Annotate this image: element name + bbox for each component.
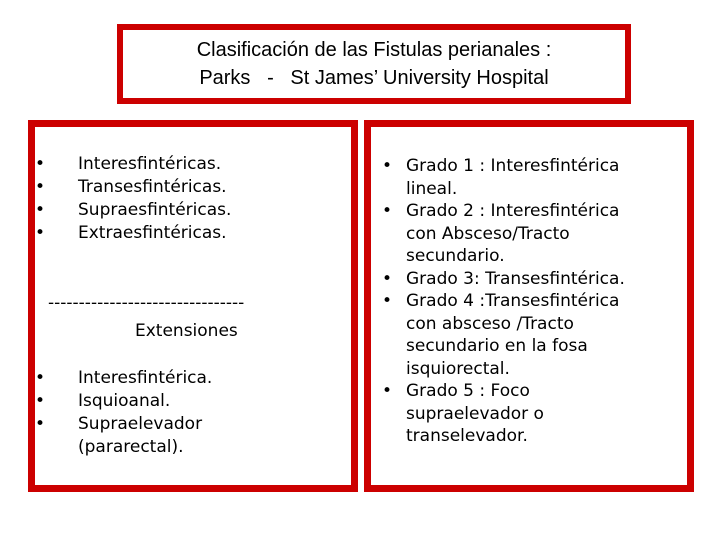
list-item: • Extraesfintéricas. xyxy=(35,222,231,245)
list-item: • Transesfintéricas. xyxy=(35,176,231,199)
grade-item: • Grado 5 : Foco supraelevador o transelevador. xyxy=(375,380,576,448)
grades-list xyxy=(375,155,675,448)
extensions-heading: Extensiones xyxy=(135,321,238,341)
grade-item: • Grado 1 : Interesfintérica lineal. xyxy=(375,155,636,200)
grade-item: • Grado 3: Transesfintérica. xyxy=(375,268,676,291)
title-line-2: Parks - St James’ University Hospital xyxy=(199,67,549,89)
grade-item: • Grado 2 : Interesfintérica con Absceso/Tracto secundario. xyxy=(375,200,636,268)
grades-panel xyxy=(364,120,694,492)
grade-item: • Grado 4 :Transesfintérica con absceso /Tracto secundario en la fosa isquiorectal. xyxy=(375,290,636,380)
dashed-separator: -------------------------------- xyxy=(48,293,245,313)
list-item: • Supraelevador (pararectal). xyxy=(35,413,248,459)
fistula-types-list xyxy=(35,153,231,245)
fistula-types-panel xyxy=(28,120,358,492)
list-item: • Interesfintéricas. xyxy=(35,153,231,176)
title-box xyxy=(117,24,631,104)
list-item: • Supraesfintéricas. xyxy=(35,199,231,222)
list-item: • Isquioanal. xyxy=(35,390,335,413)
extensions-list xyxy=(35,367,335,459)
list-item: • Interesfintérica. xyxy=(35,367,335,390)
title-line-1: Clasificación de las Fistulas perianales : xyxy=(196,39,552,61)
